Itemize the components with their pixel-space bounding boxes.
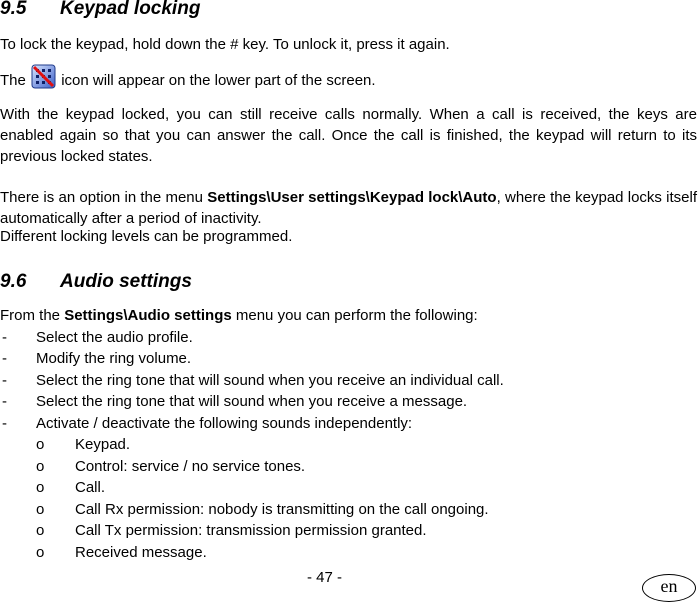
text-span: From the [0, 307, 61, 324]
sub-list-marker: o [36, 479, 45, 496]
sub-list-marker: o [36, 544, 45, 561]
paragraph-auto-lock [0, 187, 697, 229]
list-item-text: Activate / deactivate the following sounds independently: [36, 415, 413, 432]
paragraph-lock-instructions: To lock the keypad, hold down the # key. To unlock it, press it again. [0, 36, 450, 53]
paragraph-locked-calls: With the keypad locked, you can still receive calls normally. When a call is received, the keys are enabled again so that you can answer the call. Once the call is finished, the keypad will return to its previous locked states. [0, 106, 697, 165]
language-badge: en [642, 574, 696, 602]
list-marker: - [2, 415, 7, 432]
menu-path: Settings\Audio settings [64, 307, 232, 324]
list-marker: - [2, 393, 7, 410]
sub-list-item-text: Received message. [75, 544, 207, 561]
page-number: - 47 - [307, 569, 343, 586]
paragraph-icon-note [0, 64, 376, 90]
keypad-lock-icon [31, 64, 56, 89]
sub-list-item-text: Call. [75, 479, 106, 496]
sub-list-marker: o [36, 501, 45, 518]
sub-list-item-text: Call Rx permission: nobody is transmitting on the call ongoing. [75, 501, 489, 518]
list-marker: - [2, 329, 7, 346]
text-span: The [0, 72, 26, 89]
section-title: Keypad locking [60, 0, 201, 19]
sub-list-marker: o [36, 458, 45, 475]
sub-list-item-text: Control: service / no service tones. [75, 458, 306, 475]
list-marker: - [2, 372, 7, 389]
section-number: 9.5 [0, 0, 27, 19]
sub-list-marker: o [36, 522, 45, 539]
list-item-text: Modify the ring volume. [36, 350, 192, 367]
text-span: menu you can perform the following: [235, 307, 478, 324]
text-span: icon will appear on the lower part of the screen. [61, 72, 376, 89]
sub-list-item-text: Keypad. [75, 436, 131, 453]
paragraph-audio-intro [0, 307, 478, 325]
section-heading-9-5 [0, 0, 200, 20]
section-number: 9.6 [0, 271, 27, 292]
list-item-text: Select the ring tone that will sound when you receive an individual call. [36, 372, 504, 389]
section-title: Audio settings [60, 271, 192, 292]
paragraph-locking-levels: Different locking levels can be programmed. [0, 228, 293, 245]
list-item-text: Select the audio profile. [36, 329, 193, 346]
section-heading-9-6 [0, 271, 192, 293]
sub-list-item-text: Call Tx permission: transmission permission granted. [75, 522, 427, 539]
text-span: , where the keypad locks itself automatically after a period of inactivity. [0, 189, 697, 227]
text-span: There is an option in the menu [0, 189, 203, 206]
list-item-text: Select the ring tone that will sound when you receive a message. [36, 393, 468, 410]
list-marker: - [2, 350, 7, 367]
menu-path: Settings\User settings\Keypad lock\Auto [207, 189, 497, 206]
sub-list-marker: o [36, 436, 45, 453]
